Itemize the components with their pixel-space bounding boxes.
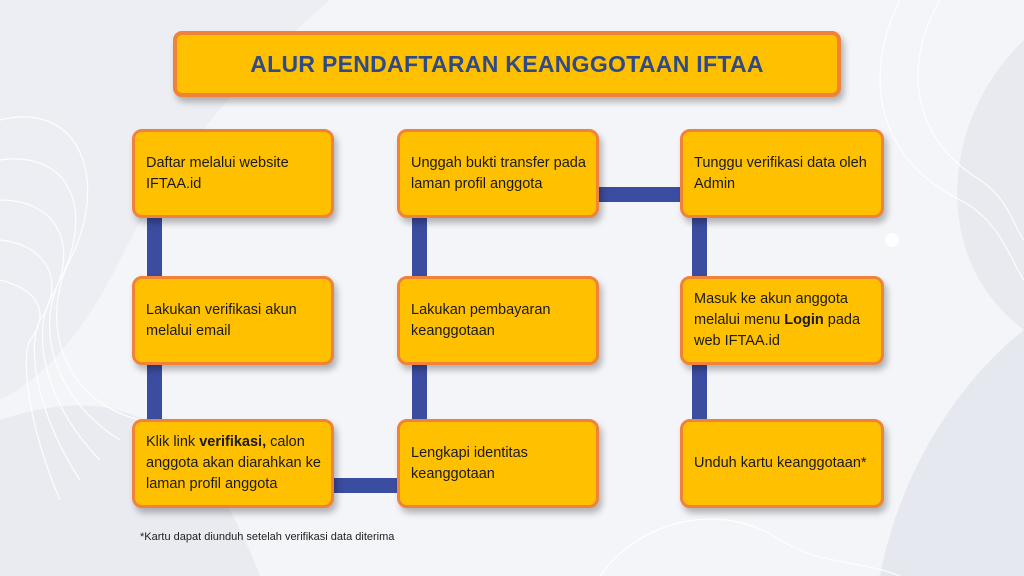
- connector-1-2: [147, 210, 162, 282]
- step-6-text: Unggah bukti transfer pada laman profil anggota: [411, 154, 586, 192]
- step-2-box: [132, 276, 334, 365]
- step-7-box: [680, 129, 884, 218]
- step-3-text: Klik link verifikasi, calon anggota akan diarahkan ke laman profil anggota: [146, 434, 321, 492]
- step-1-text: Daftar melalui website IFTAA.id: [146, 154, 289, 192]
- step-2-text: Lakukan verifikasi akun melalui email: [146, 301, 297, 339]
- step-3-box: [132, 419, 334, 508]
- footnote: *Kartu dapat diunduh setelah verifikasi data diterima: [140, 531, 395, 543]
- step-5-box: [397, 276, 599, 365]
- step-4-box: [397, 419, 599, 508]
- connector-5-6: [412, 212, 427, 282]
- step-8-box: [680, 276, 884, 365]
- step-9-box: [680, 419, 884, 508]
- step-1-box: [132, 129, 334, 218]
- title-banner: [173, 31, 841, 97]
- step-6-box: [397, 129, 599, 218]
- connector-3-4: [328, 478, 404, 493]
- page-title: ALUR PENDAFTARAN KEANGGOTAAN IFTAA: [250, 50, 764, 77]
- connector-2-3: [147, 360, 162, 424]
- connector-4-5: [412, 360, 427, 424]
- step-7-text: Tunggu verifikasi data oleh Admin: [694, 154, 867, 192]
- connector-7-8: [692, 210, 707, 282]
- step-8-text: Masuk ke akun anggota melalui menu Login pada web IFTAA.id: [694, 291, 861, 349]
- connector-6-7: [594, 187, 686, 202]
- connector-8-9: [692, 360, 707, 424]
- step-4-text: Lengkapi identitas keanggotaan: [411, 444, 528, 482]
- step-9-text: Unduh kartu keanggotaan*: [694, 455, 867, 471]
- step-5-text: Lakukan pembayaran keanggotaan: [411, 301, 551, 339]
